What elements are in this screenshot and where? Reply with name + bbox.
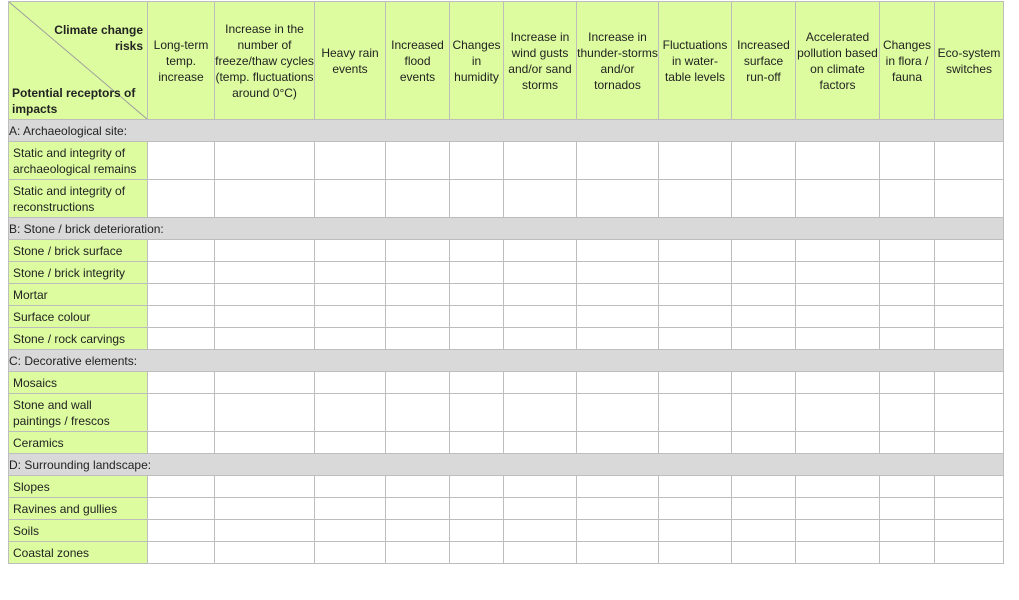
receptor-row xyxy=(9,394,1004,432)
assessment-cell[interactable] xyxy=(880,284,935,306)
assessment-cell[interactable] xyxy=(215,262,315,284)
assessment-cell[interactable] xyxy=(732,520,796,542)
receptor-label: Stone and wall paintings / frescos xyxy=(9,394,148,432)
assessment-cell[interactable] xyxy=(386,498,450,520)
assessment-cell[interactable] xyxy=(880,180,935,218)
assessment-cell[interactable] xyxy=(386,520,450,542)
receptor-label: Slopes xyxy=(9,476,148,498)
assessment-cell[interactable] xyxy=(450,180,504,218)
assessment-cell[interactable] xyxy=(796,394,880,432)
corner-header-cell xyxy=(9,2,148,120)
assessment-cell[interactable] xyxy=(315,476,386,498)
assessment-cell[interactable] xyxy=(659,142,732,180)
assessment-cell[interactable] xyxy=(450,372,504,394)
assessment-cell[interactable] xyxy=(315,240,386,262)
assessment-cell[interactable] xyxy=(215,520,315,542)
assessment-cell[interactable] xyxy=(504,476,577,498)
assessment-cell[interactable] xyxy=(148,142,215,180)
assessment-cell[interactable] xyxy=(732,476,796,498)
assessment-cell[interactable] xyxy=(215,476,315,498)
assessment-cell[interactable] xyxy=(659,262,732,284)
receptor-label: Surface colour xyxy=(9,306,148,328)
receptor-label: Mortar xyxy=(9,284,148,306)
assessment-cell[interactable] xyxy=(504,542,577,564)
assessment-cell[interactable] xyxy=(504,142,577,180)
assessment-cell[interactable] xyxy=(732,284,796,306)
assessment-cell[interactable] xyxy=(450,394,504,432)
assessment-cell[interactable] xyxy=(880,498,935,520)
assessment-cell[interactable] xyxy=(732,394,796,432)
receptor-label: Ceramics xyxy=(9,432,148,454)
assessment-cell[interactable] xyxy=(732,180,796,218)
assessment-cell[interactable] xyxy=(450,476,504,498)
receptor-row xyxy=(9,476,1004,498)
assessment-cell[interactable] xyxy=(796,180,880,218)
assessment-cell[interactable] xyxy=(732,306,796,328)
assessment-cell[interactable] xyxy=(215,142,315,180)
assessment-cell[interactable] xyxy=(315,328,386,350)
assessment-cell[interactable] xyxy=(659,394,732,432)
assessment-cell[interactable] xyxy=(880,432,935,454)
assessment-cell[interactable] xyxy=(504,498,577,520)
risk-column-header: Increase in the number of freeze/thaw cycles (temp. fluctuations around 0°C) xyxy=(215,2,315,120)
receptor-row xyxy=(9,284,1004,306)
assessment-cell[interactable] xyxy=(504,394,577,432)
assessment-cell[interactable] xyxy=(315,394,386,432)
assessment-cell[interactable] xyxy=(215,180,315,218)
assessment-cell[interactable] xyxy=(386,262,450,284)
assessment-cell[interactable] xyxy=(148,306,215,328)
assessment-cell[interactable] xyxy=(577,542,659,564)
assessment-cell[interactable] xyxy=(796,476,880,498)
assessment-cell[interactable] xyxy=(148,284,215,306)
assessment-cell[interactable] xyxy=(215,372,315,394)
assessment-cell[interactable] xyxy=(659,284,732,306)
section-title: A: Archaeological site: xyxy=(9,120,1004,142)
assessment-cell[interactable] xyxy=(386,180,450,218)
risk-column-header: Increased surface run-off xyxy=(732,2,796,120)
assessment-cell[interactable] xyxy=(215,432,315,454)
assessment-cell[interactable] xyxy=(659,328,732,350)
assessment-cell[interactable] xyxy=(935,240,1004,262)
receptor-label: Coastal zones xyxy=(9,542,148,564)
assessment-cell[interactable] xyxy=(504,328,577,350)
assessment-cell[interactable] xyxy=(450,542,504,564)
assessment-cell[interactable] xyxy=(935,372,1004,394)
assessment-cell[interactable] xyxy=(935,306,1004,328)
assessment-cell[interactable] xyxy=(148,328,215,350)
assessment-cell[interactable] xyxy=(880,240,935,262)
assessment-cell[interactable] xyxy=(796,284,880,306)
assessment-cell[interactable] xyxy=(796,262,880,284)
assessment-cell[interactable] xyxy=(215,240,315,262)
assessment-cell[interactable] xyxy=(148,542,215,564)
section-row xyxy=(9,218,1004,240)
assessment-cell[interactable] xyxy=(148,476,215,498)
assessment-cell[interactable] xyxy=(315,542,386,564)
assessment-cell[interactable] xyxy=(386,328,450,350)
risk-column-header: Accelerated pollution based on climate factors xyxy=(796,2,880,120)
risk-column-header: Heavy rain events xyxy=(315,2,386,120)
assessment-cell[interactable] xyxy=(732,328,796,350)
assessment-cell[interactable] xyxy=(659,542,732,564)
assessment-cell[interactable] xyxy=(450,432,504,454)
receptor-label: Static and integrity of archaeological remains xyxy=(9,142,148,180)
assessment-cell[interactable] xyxy=(577,432,659,454)
receptor-label: Ravines and gullies xyxy=(9,498,148,520)
assessment-cell[interactable] xyxy=(148,240,215,262)
receptor-row xyxy=(9,498,1004,520)
assessment-cell[interactable] xyxy=(659,476,732,498)
risk-column-header: Changes in flora / fauna xyxy=(880,2,935,120)
assessment-cell[interactable] xyxy=(577,394,659,432)
assessment-cell[interactable] xyxy=(450,284,504,306)
assessment-cell[interactable] xyxy=(148,180,215,218)
assessment-cell[interactable] xyxy=(215,306,315,328)
assessment-cell[interactable] xyxy=(386,284,450,306)
receptor-row xyxy=(9,142,1004,180)
assessment-cell[interactable] xyxy=(386,240,450,262)
assessment-cell[interactable] xyxy=(450,262,504,284)
assessment-cell[interactable] xyxy=(796,328,880,350)
risk-column-header: Fluctuations in water-table levels xyxy=(659,2,732,120)
assessment-cell[interactable] xyxy=(577,476,659,498)
assessment-cell[interactable] xyxy=(215,498,315,520)
assessment-cell[interactable] xyxy=(880,476,935,498)
assessment-cell[interactable] xyxy=(386,306,450,328)
assessment-cell[interactable] xyxy=(386,394,450,432)
section-row xyxy=(9,454,1004,476)
assessment-cell[interactable] xyxy=(315,306,386,328)
assessment-cell[interactable] xyxy=(659,372,732,394)
assessment-cell[interactable] xyxy=(450,498,504,520)
assessment-cell[interactable] xyxy=(659,180,732,218)
assessment-cell[interactable] xyxy=(935,520,1004,542)
risk-column-header: Changes in humidity xyxy=(450,2,504,120)
assessment-cell[interactable] xyxy=(504,520,577,542)
assessment-cell[interactable] xyxy=(659,240,732,262)
assessment-cell[interactable] xyxy=(450,240,504,262)
assessment-cell[interactable] xyxy=(796,520,880,542)
assessment-cell[interactable] xyxy=(577,520,659,542)
assessment-cell[interactable] xyxy=(504,240,577,262)
receptor-row xyxy=(9,372,1004,394)
receptor-row xyxy=(9,520,1004,542)
assessment-cell[interactable] xyxy=(215,394,315,432)
assessment-cell[interactable] xyxy=(577,284,659,306)
receptor-row xyxy=(9,240,1004,262)
assessment-cell[interactable] xyxy=(315,284,386,306)
assessment-cell[interactable] xyxy=(935,328,1004,350)
assessment-cell[interactable] xyxy=(504,284,577,306)
assessment-cell[interactable] xyxy=(386,432,450,454)
assessment-cell[interactable] xyxy=(880,542,935,564)
assessment-cell[interactable] xyxy=(577,498,659,520)
assessment-cell[interactable] xyxy=(148,372,215,394)
assessment-cell[interactable] xyxy=(315,142,386,180)
assessment-cell[interactable] xyxy=(732,142,796,180)
assessment-cell[interactable] xyxy=(659,306,732,328)
assessment-cell[interactable] xyxy=(386,476,450,498)
receptor-label: Stone / brick surface xyxy=(9,240,148,262)
receptor-row xyxy=(9,542,1004,564)
assessment-cell[interactable] xyxy=(935,262,1004,284)
risk-column-header: Increase in wind gusts and/or sand storms xyxy=(504,2,577,120)
assessment-cell[interactable] xyxy=(732,240,796,262)
assessment-cell[interactable] xyxy=(386,142,450,180)
assessment-cell[interactable] xyxy=(880,520,935,542)
assessment-cell[interactable] xyxy=(577,372,659,394)
assessment-cell[interactable] xyxy=(504,180,577,218)
assessment-cell[interactable] xyxy=(504,432,577,454)
assessment-cell[interactable] xyxy=(450,306,504,328)
assessment-cell[interactable] xyxy=(659,520,732,542)
risk-column-header: Increase in thunder-storms and/or tornados xyxy=(577,2,659,120)
assessment-cell[interactable] xyxy=(577,306,659,328)
receptor-row xyxy=(9,180,1004,218)
receptor-label: Mosaics xyxy=(9,372,148,394)
climate-risk-matrix xyxy=(8,1,1004,564)
section-title: B: Stone / brick deterioration: xyxy=(9,218,1004,240)
section-row xyxy=(9,120,1004,142)
assessment-cell[interactable] xyxy=(880,142,935,180)
assessment-cell[interactable] xyxy=(577,328,659,350)
assessment-cell[interactable] xyxy=(935,432,1004,454)
assessment-cell[interactable] xyxy=(732,542,796,564)
assessment-cell[interactable] xyxy=(796,498,880,520)
assessment-cell[interactable] xyxy=(796,240,880,262)
assessment-cell[interactable] xyxy=(315,432,386,454)
assessment-cell[interactable] xyxy=(577,240,659,262)
assessment-cell[interactable] xyxy=(148,432,215,454)
assessment-cell[interactable] xyxy=(732,262,796,284)
assessment-cell[interactable] xyxy=(504,262,577,284)
assessment-cell[interactable] xyxy=(796,542,880,564)
receptor-label: Stone / brick integrity xyxy=(9,262,148,284)
assessment-cell[interactable] xyxy=(732,372,796,394)
assessment-cell[interactable] xyxy=(148,262,215,284)
assessment-cell[interactable] xyxy=(315,180,386,218)
assessment-cell[interactable] xyxy=(935,476,1004,498)
assessment-cell[interactable] xyxy=(450,142,504,180)
assessment-cell[interactable] xyxy=(796,372,880,394)
assessment-cell[interactable] xyxy=(796,432,880,454)
assessment-cell[interactable] xyxy=(880,306,935,328)
receptor-label: Static and integrity of reconstructions xyxy=(9,180,148,218)
assessment-cell[interactable] xyxy=(732,432,796,454)
assessment-cell[interactable] xyxy=(732,498,796,520)
receptor-row xyxy=(9,432,1004,454)
section-title: D: Surrounding landscape: xyxy=(9,454,1004,476)
assessment-cell[interactable] xyxy=(935,394,1004,432)
assessment-cell[interactable] xyxy=(148,394,215,432)
receptor-label: Stone / rock carvings xyxy=(9,328,148,350)
assessment-cell[interactable] xyxy=(935,498,1004,520)
assessment-cell[interactable] xyxy=(450,328,504,350)
risk-column-header: Increased flood events xyxy=(386,2,450,120)
assessment-cell[interactable] xyxy=(577,262,659,284)
assessment-cell[interactable] xyxy=(935,542,1004,564)
receptor-row xyxy=(9,306,1004,328)
assessment-cell[interactable] xyxy=(315,262,386,284)
receptor-label: Soils xyxy=(9,520,148,542)
risk-column-header: Eco-system switches xyxy=(935,2,1004,120)
section-title: C: Decorative elements: xyxy=(9,350,1004,372)
assessment-cell[interactable] xyxy=(315,372,386,394)
assessment-cell[interactable] xyxy=(659,498,732,520)
assessment-cell[interactable] xyxy=(504,372,577,394)
assessment-cell[interactable] xyxy=(796,306,880,328)
risk-column-header: Long-term temp. increase xyxy=(148,2,215,120)
receptors-axis-label: Potential receptors of impacts xyxy=(12,86,136,116)
assessment-cell[interactable] xyxy=(659,432,732,454)
assessment-cell[interactable] xyxy=(215,542,315,564)
assessment-cell[interactable] xyxy=(935,142,1004,180)
assessment-cell[interactable] xyxy=(880,394,935,432)
assessment-cell[interactable] xyxy=(577,142,659,180)
risks-axis-label: Climate change risks xyxy=(54,23,143,53)
assessment-cell[interactable] xyxy=(315,498,386,520)
assessment-cell[interactable] xyxy=(935,284,1004,306)
assessment-cell[interactable] xyxy=(504,306,577,328)
header-row xyxy=(9,2,1004,120)
assessment-cell[interactable] xyxy=(880,328,935,350)
assessment-cell[interactable] xyxy=(148,498,215,520)
assessment-cell[interactable] xyxy=(577,180,659,218)
assessment-cell[interactable] xyxy=(880,262,935,284)
receptor-row xyxy=(9,262,1004,284)
assessment-cell[interactable] xyxy=(315,520,386,542)
assessment-cell[interactable] xyxy=(215,328,315,350)
assessment-cell[interactable] xyxy=(215,284,315,306)
assessment-cell[interactable] xyxy=(880,372,935,394)
section-row xyxy=(9,350,1004,372)
assessment-cell[interactable] xyxy=(386,372,450,394)
assessment-cell[interactable] xyxy=(386,542,450,564)
assessment-cell[interactable] xyxy=(450,520,504,542)
assessment-cell[interactable] xyxy=(935,180,1004,218)
receptor-row xyxy=(9,328,1004,350)
assessment-cell[interactable] xyxy=(796,142,880,180)
assessment-cell[interactable] xyxy=(148,520,215,542)
